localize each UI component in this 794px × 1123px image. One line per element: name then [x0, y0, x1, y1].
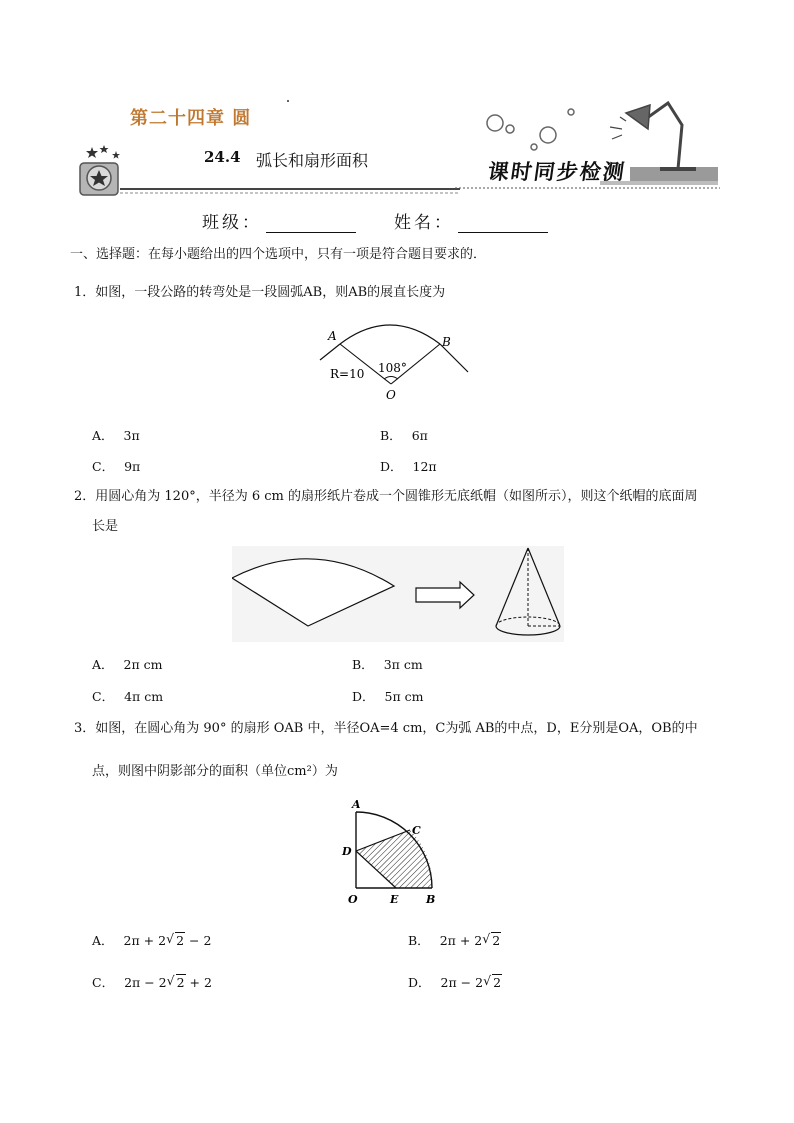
name-field[interactable]	[394, 208, 548, 233]
q3-option-a[interactable]: A． 2π + 2√ 2 − 2	[92, 931, 211, 949]
q1-option-b[interactable]: B． 6π	[380, 428, 428, 443]
q3-label-d: D	[342, 845, 352, 858]
q1-angle-label: 108°	[378, 361, 407, 375]
sqrt-symbol: √ 2	[482, 933, 501, 948]
class-blank[interactable]	[266, 214, 356, 233]
q3-sector-figure	[338, 796, 444, 908]
q2-option-c[interactable]: C． 4π cm	[92, 689, 164, 704]
q3-stem-line1: 3．如图，在圆心角为 90° 的扇形 OAB 中，半径OA=4 cm，C为弧 AB的中点，D，E分别是OA，OB的中	[74, 721, 698, 736]
q2-sector-cone-figure	[232, 546, 564, 642]
q1-label-a: A	[328, 329, 337, 343]
q3-label-e: E	[390, 893, 399, 906]
name-label: 姓名：	[394, 213, 454, 233]
header-decoration	[0, 85, 794, 200]
section-title: 弧长和扇形面积	[256, 151, 369, 170]
section-instructions: 一、选择题：在每小题给出的四个选项中，只有一项是符合题目要求的．	[70, 247, 487, 262]
q1-road-arc-figure	[318, 322, 478, 404]
star-badge-icon	[80, 145, 120, 195]
q2-option-b[interactable]: B． 3π cm	[352, 657, 423, 672]
q1-option-a[interactable]: A． 3π	[92, 428, 140, 443]
q2-stem-line2: 长是	[92, 519, 119, 534]
bubble-icon	[487, 109, 574, 150]
chapter-title: 第二十四章 圆	[130, 108, 252, 129]
class-label: 班级：	[202, 213, 262, 233]
q1-label-o: O	[386, 388, 396, 402]
q3-label-c: C	[412, 824, 421, 837]
q3-label-b: B	[426, 893, 436, 906]
sqrt-symbol: √ 2	[167, 975, 186, 990]
q3-label-a: A	[352, 798, 361, 811]
q1-option-d[interactable]: D． 12π	[380, 459, 437, 474]
name-blank[interactable]	[458, 214, 548, 233]
class-field[interactable]	[202, 208, 356, 233]
sqrt-symbol: √ 2	[483, 975, 502, 990]
q3-label-o: O	[348, 893, 358, 906]
q3-option-b[interactable]: B． 2π + 2√ 2	[408, 931, 501, 949]
q1-label-b: B	[442, 335, 451, 349]
q1-radius-label: R=10	[330, 367, 365, 381]
q3-option-d[interactable]: D． 2π − 2√ 2	[408, 973, 502, 991]
section-number: 24.4	[204, 148, 241, 166]
q2-option-d[interactable]: D． 5π cm	[352, 689, 424, 704]
banner-text: 课时同步检测	[486, 160, 628, 184]
q3-stem-line2: 点，则图中阴影部分的面积（单位cm²）为	[92, 764, 338, 779]
q2-option-a[interactable]: A． 2π cm	[92, 657, 163, 672]
q2-stem-line1: 2．用圆心角为 120°，半径为 6 cm 的扇形纸片卷成一个圆锥形无底纸帽（如图所示），则这个纸帽的底面周	[74, 489, 698, 504]
q1-stem: 1．如图，一段公路的转弯处是一段圆弧AB，则AB的展直长度为	[74, 285, 446, 300]
sqrt-symbol: √ 2	[166, 933, 185, 948]
q1-option-c[interactable]: C． 9π	[92, 459, 141, 474]
q3-option-c[interactable]: C． 2π − 2√ 2 + 2	[92, 973, 212, 991]
